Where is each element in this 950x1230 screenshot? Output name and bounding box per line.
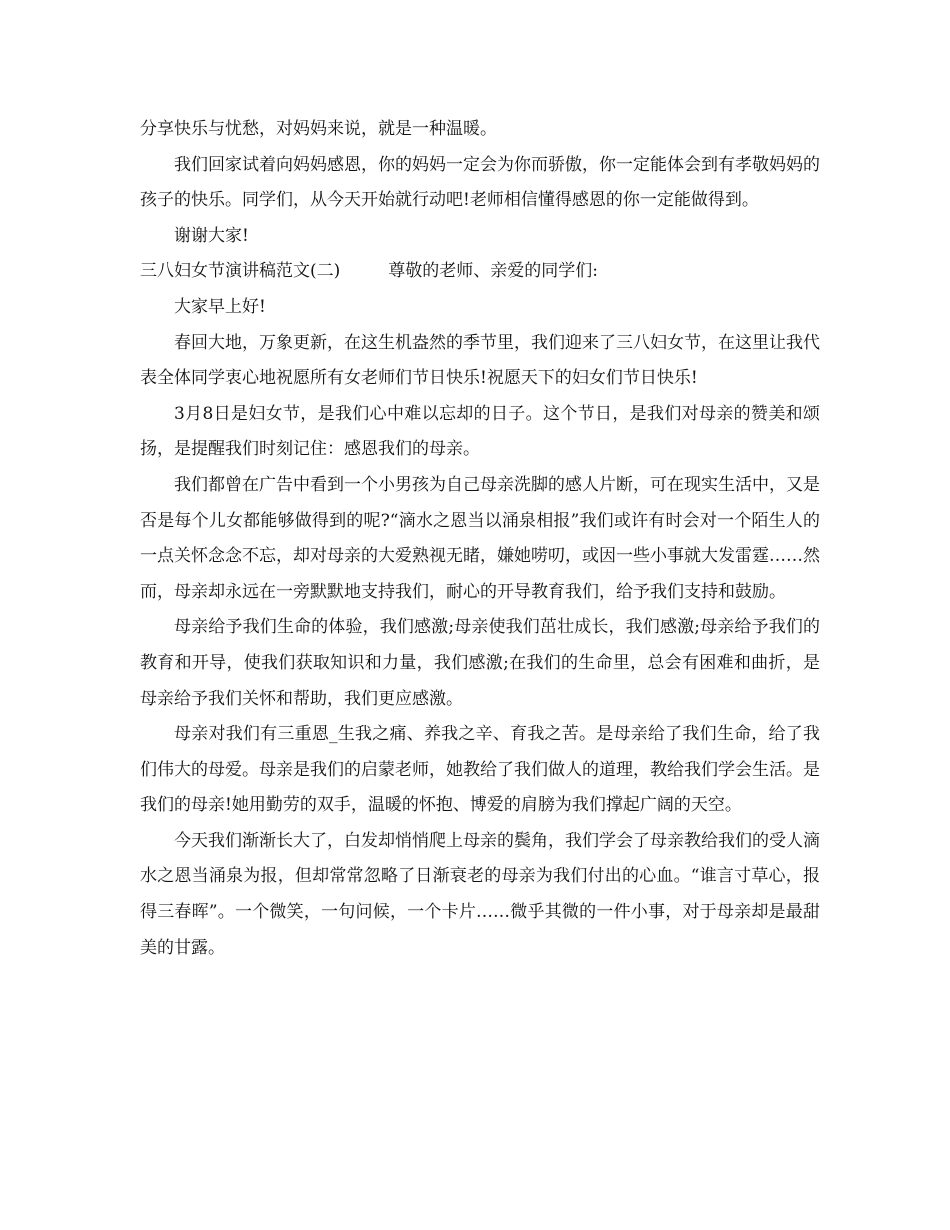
section-title: 三八妇女节演讲稿范文(二): [140, 261, 341, 282]
document-body: [140, 112, 820, 966]
paragraph-2: 我们回家试着向妈妈感恩，你的妈妈一定会为你而骄傲，你一定能体会到有孝敬妈妈的孩子的快乐。同学们，从今天开始就行动吧!老师相信懂得感恩的你一定能做得到。: [140, 154, 820, 211]
paragraph-1: 分享快乐与忧愁，对妈妈来说，就是一种温暖。: [140, 119, 497, 139]
paragraph-3: 谢谢大家!: [174, 225, 249, 246]
paragraph-10: 今天我们渐渐长大了，白发却悄悄爬上母亲的鬓角，我们学会了母亲教给我们的受人滴水之恩当涌泉为报，但却常常忽略了日渐衰老的母亲为我们付出的心血。“谁言寸草心，报得三春晖”。一个微笑，一句问候，一个卡片……微乎其微的一件小事，对于母亲却是最甜美的甘露。: [140, 830, 820, 958]
paragraph-7: 我们都曾在广告中看到一个小男孩为自己母亲洗脚的感人片断，可在现实生活中，又是否是每个儿女都能够做得到的呢?“滴水之恩当以涌泉相报”我们或许有时会对一个陌生人的一点关怀念念不忘，却对母亲的大爱熟视无睹，嫌她唠叨，或因一些小事就大发雷霆……然而，母亲却永远在一旁默默地支持我们，耐心的开导教育我们，给予我们支持和鼓励。: [140, 474, 820, 602]
paragraph-4: 大家早上好!: [174, 296, 266, 317]
paragraph-6: 3月8日是妇女节，是我们心中难以忘却的日子。这个节日，是我们对母亲的赞美和颂扬，是提醒我们时刻记住：感恩我们的母亲。: [140, 403, 820, 460]
paragraph-5: 春回大地，万象更新，在这生机盎然的季节里，我们迎来了三八妇女节，在这里让我代表全体同学衷心地祝愿所有女老师们节日快乐!祝愿天下的妇女们节日快乐!: [140, 332, 820, 389]
salutation: 尊敬的老师、亲爱的同学们:: [388, 261, 598, 282]
paragraph-9: 母亲对我们有三重恩_生我之痛、养我之辛、育我之苦。是母亲给了我们生命，给了我们伟大的母爱。母亲是我们的启蒙老师，她教给了我们做人的道理，教给我们学会生活。是我们的母亲!她用勤劳的双手，温暖的怀抱、博爱的肩膀为我们撑起广阔的天空。: [140, 724, 820, 816]
section-title-line: [140, 254, 820, 290]
paragraph-8: 母亲给予我们生命的体验，我们感激;母亲使我们茁壮成长，我们感激;母亲给予我们的教育和开导，使我们获取知识和力量，我们感激;在我们的生命里，总会有困难和曲折，是母亲给予我们关怀和帮助，我们更应感激。: [140, 617, 820, 709]
